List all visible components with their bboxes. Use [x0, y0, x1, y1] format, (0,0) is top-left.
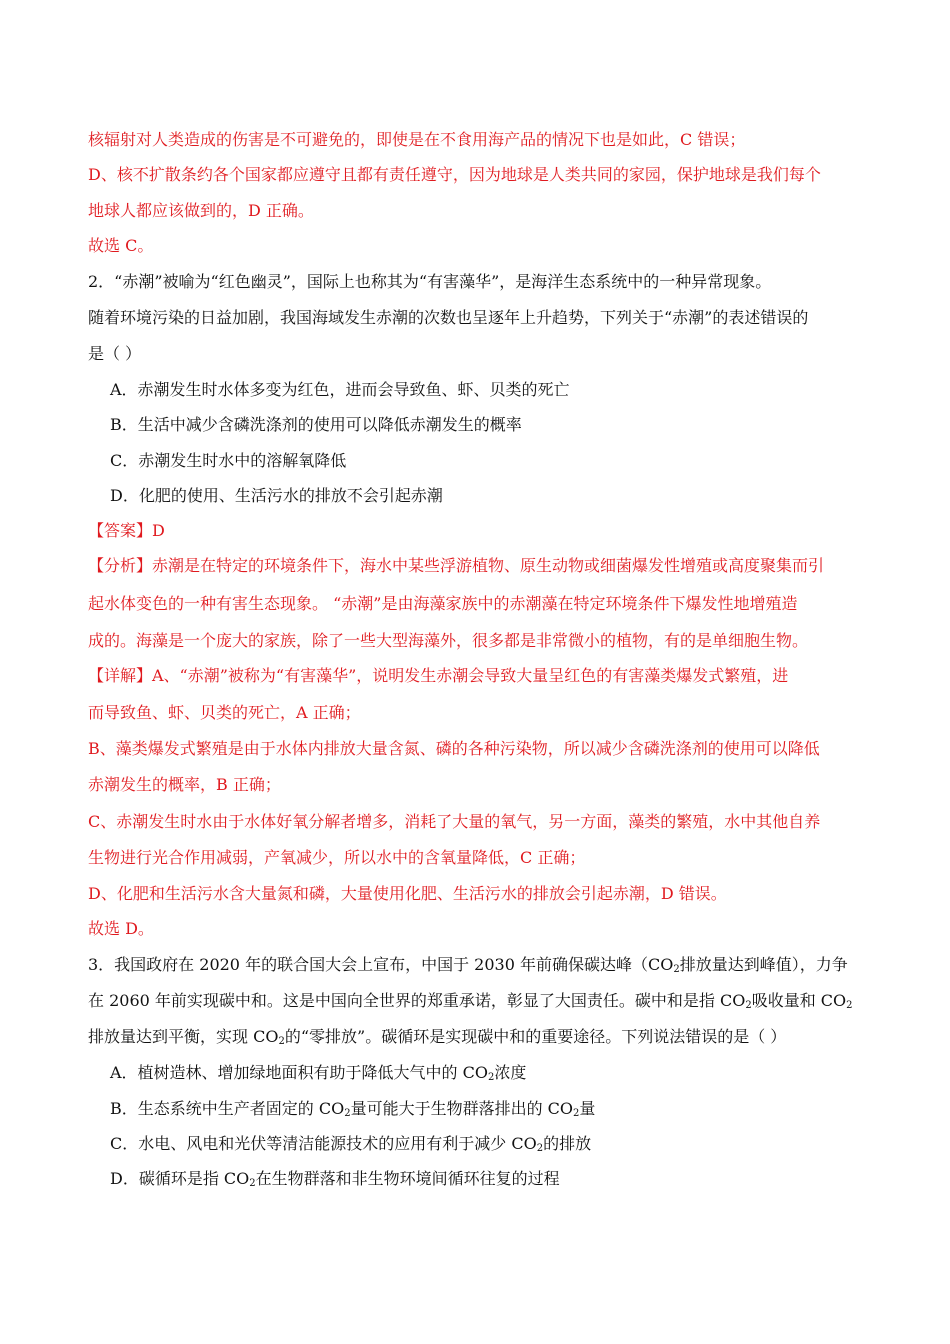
- choice-d: 故选 D。: [88, 919, 154, 938]
- question-3-line-3: 排放量达到平衡，实现 $CO_2$的“零排放”。碳循环是实现碳中和的重要途径。下列说法错误的是（ ）: [88, 1027, 787, 1047]
- question-3-line-1: 3．我国政府在 2020 年的联合国大会上宣布，中国于 2030 年前确保碳达峰（$CO_2$排放量达到峰值），力争: [88, 955, 848, 975]
- answer-prev-choice: 故选 C。: [88, 236, 154, 255]
- answer-label: 【答案】D: [88, 521, 165, 540]
- question-2-line-2: 随着环境污染的日益加剧，我国海域发生赤潮的次数也呈逐年上升趋势，下列关于“赤潮”的表述错误的: [88, 308, 809, 327]
- analysis-line-2: 起水体变色的一种有害生态现象。 “赤潮”是由海藻家族中的赤潮藻在特定环境条件下爆发性地增殖造: [88, 594, 798, 613]
- question-2-option-b: B．生活中减少含磷洗涤剂的使用可以降低赤潮发生的概率: [110, 415, 522, 434]
- detail-line-4: 赤潮发生的概率，B 正确；: [88, 775, 281, 794]
- detail-line-6: 生物进行光合作用减弱，产氧减少，所以水中的含氧量降低，C 正确；: [88, 848, 586, 867]
- answer-prev-line-3: 地球人都应该做到的，D 正确。: [88, 201, 314, 220]
- question-3-line-2: 在 2060 年前实现碳中和。这是中国向全世界的郑重承诺，彰显了大国责任。碳中和是指 $CO_2$吸收量和 $CO_2$: [88, 991, 853, 1011]
- question-2-option-c: C．赤潮发生时水中的溶解氧降低: [110, 451, 347, 470]
- question-2-option-d: D．化肥的使用、生活污水的排放不会引起赤潮: [110, 486, 443, 505]
- detail-line-7: D、化肥和生活污水含大量氮和磷，大量使用化肥、生活污水的排放会引起赤潮，D 错误。: [88, 884, 727, 903]
- question-2-line-3: 是（ ）: [88, 344, 142, 363]
- question-2-line-1: 2．“赤潮”被喻为“红色幽灵”，国际上也称其为“有害藻华”，是海洋生态系统中的一种异常现象。: [88, 272, 772, 291]
- analysis-line-3: 成的。海藻是一个庞大的家族，除了一些大型海藻外，很多都是非常微小的植物，有的是单细胞生物。: [88, 631, 809, 650]
- analysis-line-1: 【分析】赤潮是在特定的环境条件下，海水中某些浮游植物、原生动物或细菌爆发性增殖或高度聚集而引: [88, 556, 825, 575]
- answer-prev-line-2: D、核不扩散条约各个国家都应遵守且都有责任遵守，因为地球是人类共同的家园，保护地球是我们每个: [88, 165, 821, 184]
- answer-prev-line-1: 核辐射对人类造成的伤害是不可避免的，即使是在不食用海产品的情况下也是如此，C 错误；: [88, 130, 746, 149]
- question-3-option-b: B．生态系统中生产者固定的 $CO_2$量可能大于生物群落排出的 $CO_2$量: [110, 1099, 596, 1119]
- detail-line-2: 而导致鱼、虾、贝类的死亡，A 正确；: [88, 703, 361, 722]
- detail-line-3: B、藻类爆发式繁殖是由于水体内排放大量含氮、磷的各种污染物，所以减少含磷洗涤剂的使用可以降低: [88, 739, 820, 758]
- question-3-option-d: D．碳循环是指 $CO_2$在生物群落和非生物环境间循环往复的过程: [110, 1169, 560, 1189]
- detail-line-5: C、赤潮发生时水由于水体好氧分解者增多，消耗了大量的氧气，另一方面，藻类的繁殖，水中其他自养: [88, 812, 821, 831]
- question-2-option-a: A．赤潮发生时水体多变为红色，进而会导致鱼、虾、贝类的死亡: [110, 380, 570, 399]
- detail-line-1: 【详解】A、“赤潮”被称为“有害藻华”，说明发生赤潮会导致大量呈红色的有害藻类爆发式繁殖，进: [88, 666, 789, 685]
- question-3-option-a: A．植树造林、增加绿地面积有助于降低大气中的 $CO_2$浓度: [110, 1063, 527, 1083]
- question-3-option-c: C．水电、风电和光伏等清洁能源技术的应用有利于减少 $CO_2$的排放: [110, 1134, 592, 1154]
